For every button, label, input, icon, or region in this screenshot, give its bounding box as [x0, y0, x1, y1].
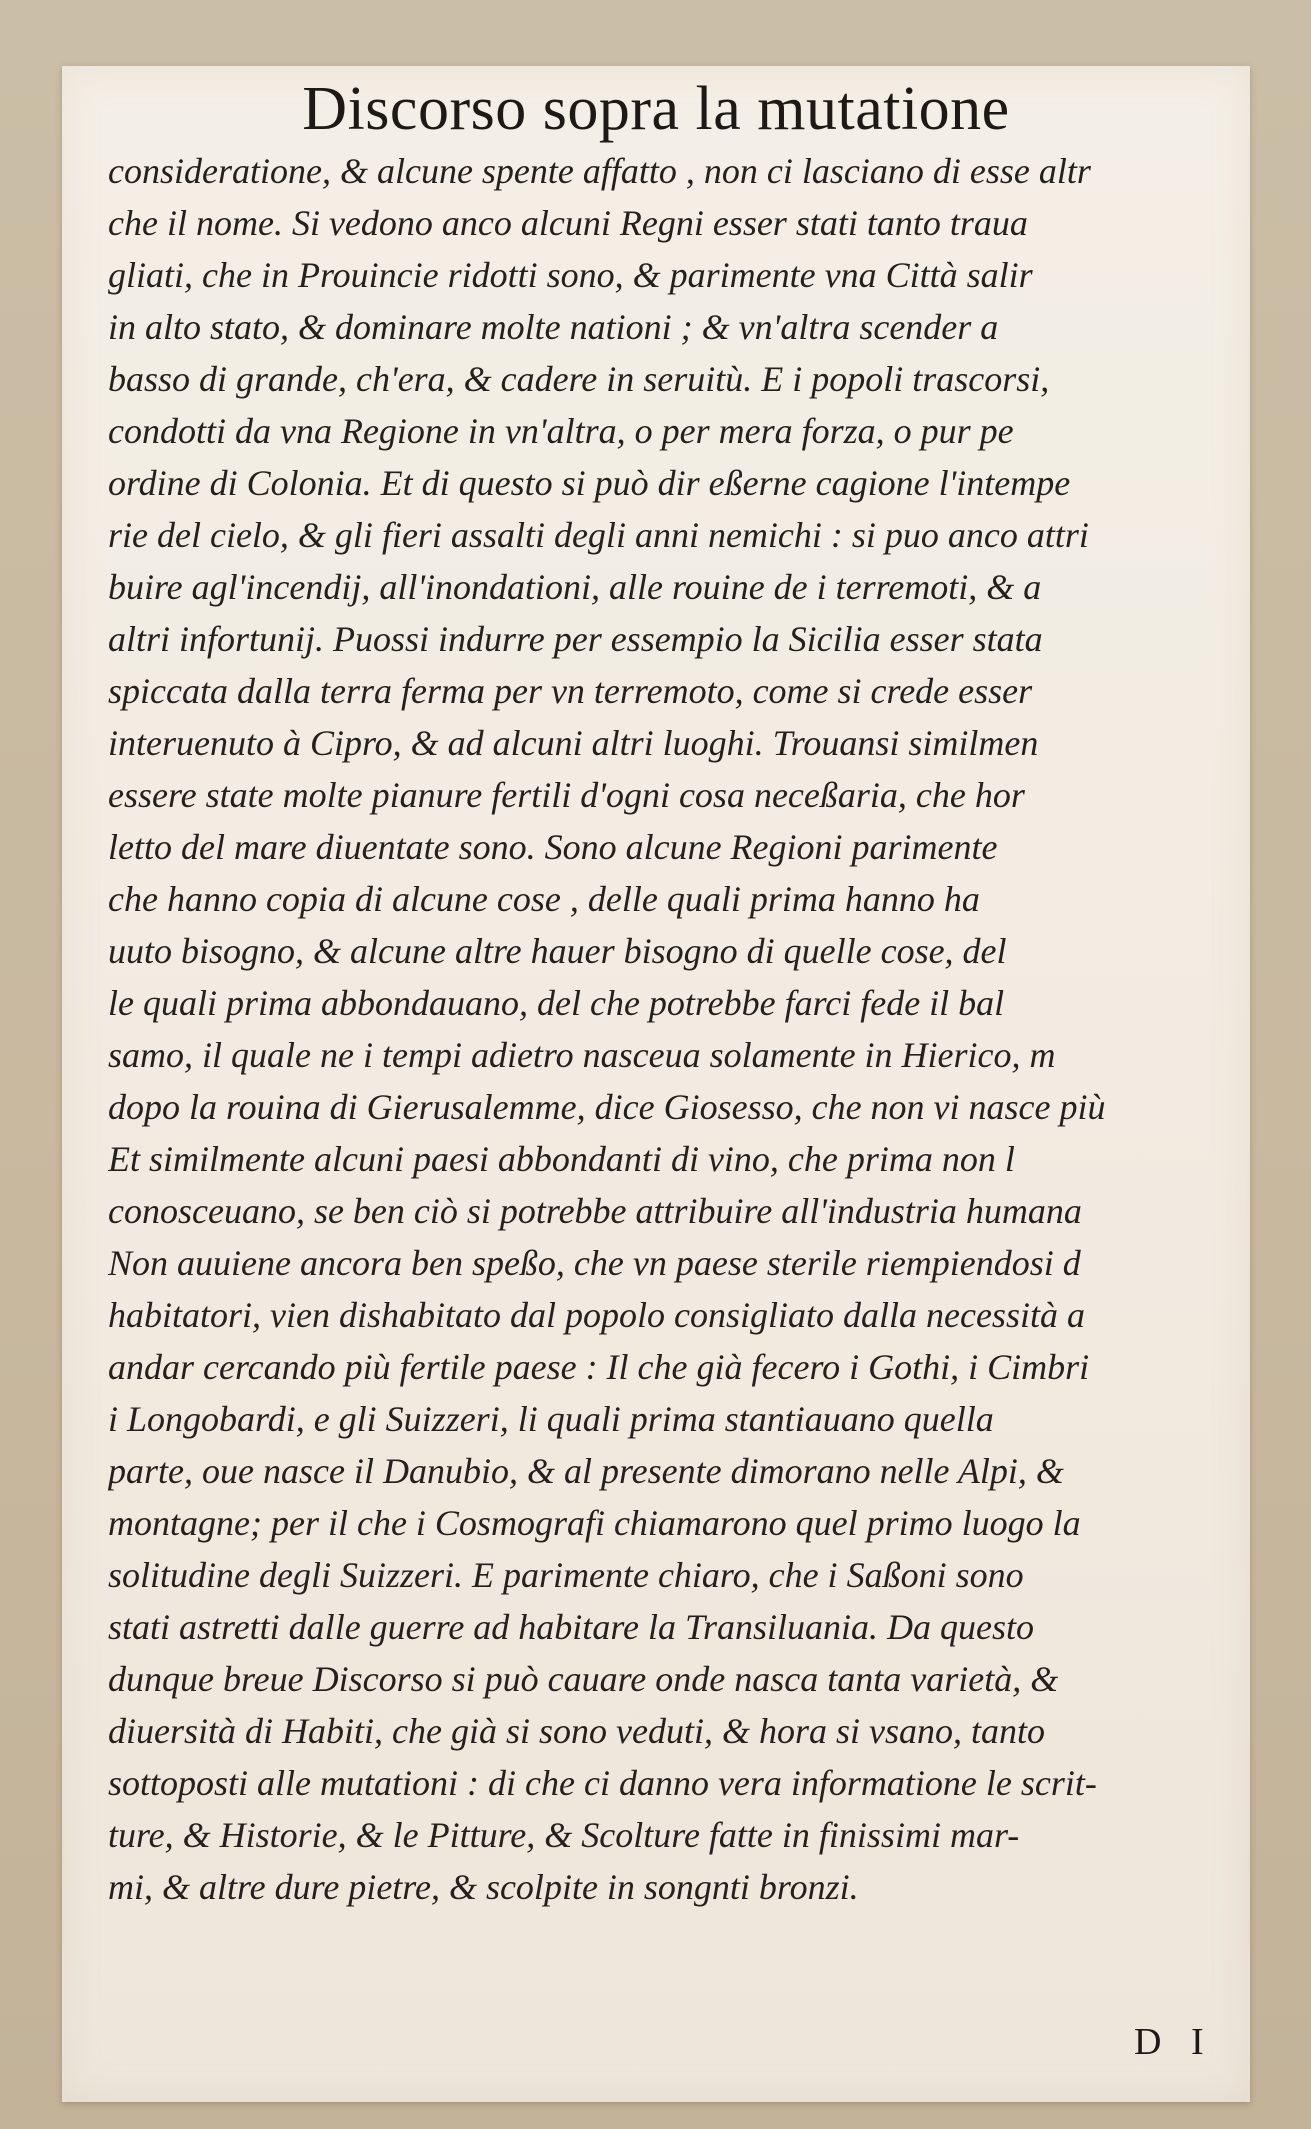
- text-line: consideratione, & alcune spente affatto , non ci lasciano di esse altr: [108, 151, 1091, 191]
- text-line: stati astretti dalle guerre ad habitare la Transiluania. Da questo: [108, 1607, 1035, 1647]
- body-text: [108, 145, 1248, 1913]
- text-line: conosceuano, se ben ciò si potrebbe attribuire all'industria humana: [108, 1191, 1082, 1231]
- text-line: dopo la rouina di Gierusalemme, dice Giosesso, che non vi nasce più: [108, 1087, 1106, 1127]
- text-line: spiccata dalla terra ferma per vn terremoto, come si crede esser: [108, 671, 1033, 711]
- text-line: altri infortunij. Puossi indurre per essempio la Sicilia esser stata: [108, 619, 1043, 659]
- text-line: montagne; per il che i Cosmografi chiamarono quel primo luogo la: [108, 1503, 1081, 1543]
- text-line: mi, & altre dure pietre, & scolpite in songnti bronzi.: [108, 1867, 859, 1907]
- text-line: basso di grande, ch'era, & cadere in seruitù. E i popoli trascorsi,: [108, 359, 1050, 399]
- text-line: i Longobardi, e gli Suizzeri, li quali prima stantiauano quella: [108, 1399, 994, 1439]
- document-page: [62, 66, 1250, 2102]
- text-line: sottoposti alle mutationi : di che ci danno vera informatione le scrit-: [108, 1763, 1097, 1803]
- text-line: habitatori, vien dishabitato dal popolo consigliato dalla necessità a: [108, 1295, 1085, 1335]
- text-line: uuto bisogno, & alcune altre hauer bisogno di quelle cose, del: [108, 931, 1007, 971]
- text-line: solitudine degli Suizzeri. E parimente chiaro, che i Saßoni sono: [108, 1555, 1024, 1595]
- text-line: parte, oue nasce il Danubio, & al presente dimorano nelle Alpi, &: [108, 1451, 1064, 1491]
- text-line: Et similmente alcuni paesi abbondanti di vino, che prima non l: [108, 1139, 1015, 1179]
- text-line: che il nome. Si vedono anco alcuni Regni esser stati tanto traua: [108, 203, 1028, 243]
- text-line: andar cercando più fertile paese : Il che già fecero i Gothi, i Cimbri: [108, 1347, 1090, 1387]
- text-line: letto del mare diuentate sono. Sono alcune Regioni parimente: [108, 827, 998, 867]
- page-heading: Discorso sopra la mutatione: [302, 75, 1010, 143]
- text-line: interuenuto à Cipro, & ad alcuni altri luoghi. Trouansi similmen: [108, 723, 1039, 763]
- text-line: samo, il quale ne i tempi adietro nasceua solamente in Hierico, m: [108, 1035, 1056, 1075]
- text-line: Non auuiene ancora ben speßo, che vn paese sterile riempiendosi d: [108, 1243, 1081, 1283]
- text-line: che hanno copia di alcune cose , delle quali prima hanno ha: [108, 879, 980, 919]
- signature-mark: D I: [1134, 2021, 1214, 2063]
- text-line: ordine di Colonia. Et di questo si può dir eßerne cagione l'intempe: [108, 463, 1071, 503]
- text-line: diuersità di Habiti, che già si sono veduti, & hora si vsano, tanto: [108, 1711, 1045, 1751]
- text-line: dunque breue Discorso si può cauare onde nasca tanta varietà, &: [108, 1659, 1059, 1699]
- text-line: condotti da vna Regione in vn'altra, o per mera forza, o pur pe: [108, 411, 1014, 451]
- text-line: in alto stato, & dominare molte nationi ; & vn'altra scender a: [108, 307, 999, 347]
- text-line: gliati, che in Prouincie ridotti sono, & parimente vna Città salir: [108, 255, 1033, 295]
- text-line: ture, & Historie, & le Pitture, & Scolture fatte in finissimi mar-: [108, 1815, 1020, 1855]
- text-line: buire agl'incendij, all'inondationi, alle rouine de i terremoti, & a: [108, 567, 1042, 607]
- text-line: essere state molte pianure fertili d'ogni cosa neceßaria, che hor: [108, 775, 1025, 815]
- text-line: le quali prima abbondauano, del che potrebbe farci fede il bal: [108, 983, 1005, 1023]
- text-line: rie del cielo, & gli fieri assalti degli anni nemichi : si puo anco attri: [108, 515, 1089, 555]
